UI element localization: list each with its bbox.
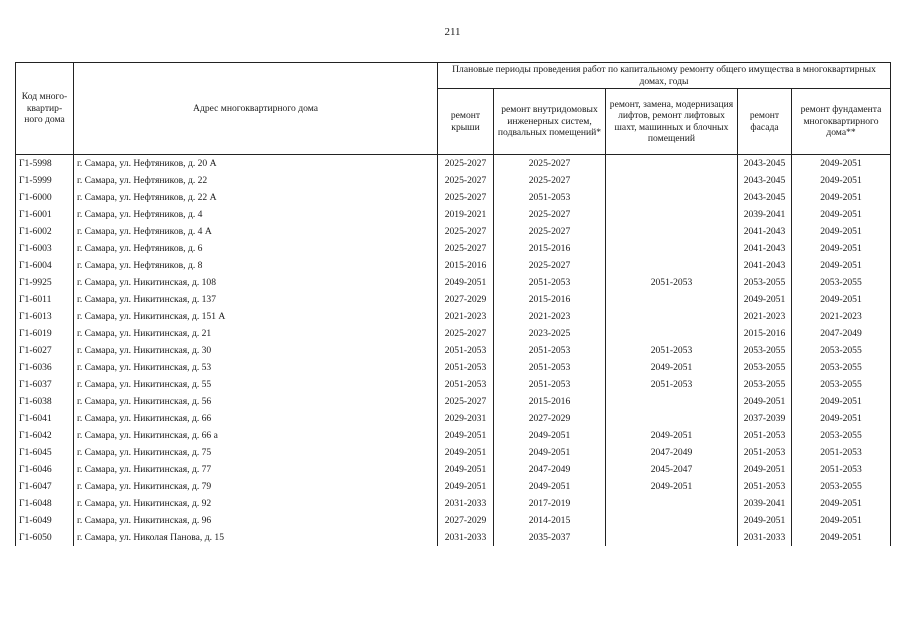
cell-foundation: 2049-2051 xyxy=(792,512,891,529)
cell-elevators: 2047-2049 xyxy=(606,444,738,461)
table-header xyxy=(16,63,891,155)
cell-foundation: 2049-2051 xyxy=(792,223,891,240)
cell-systems: 2014-2015 xyxy=(494,512,606,529)
cell-facade: 2051-2053 xyxy=(738,427,792,444)
cell-elevators xyxy=(606,512,738,529)
cell-roof: 2049-2051 xyxy=(438,427,494,444)
cell-facade: 2039-2041 xyxy=(738,495,792,512)
cell-address: г. Самара, ул. Никитинская, д. 151 А xyxy=(74,308,438,325)
cell-systems: 2047-2049 xyxy=(494,461,606,478)
cell-elevators: 2051-2053 xyxy=(606,274,738,291)
cell-facade: 2041-2043 xyxy=(738,240,792,257)
cell-elevators xyxy=(606,206,738,223)
cell-code: Г1-6003 xyxy=(16,240,74,257)
table-row xyxy=(16,393,891,410)
table-row xyxy=(16,257,891,274)
cell-facade: 2031-2033 xyxy=(738,529,792,546)
cell-systems: 2025-2027 xyxy=(494,172,606,189)
cell-foundation: 2053-2055 xyxy=(792,274,891,291)
cell-systems: 2025-2027 xyxy=(494,206,606,223)
cell-foundation: 2049-2051 xyxy=(792,495,891,512)
cell-facade: 2049-2051 xyxy=(738,461,792,478)
cell-roof: 2051-2053 xyxy=(438,359,494,376)
cell-elevators xyxy=(606,223,738,240)
cell-systems: 2051-2053 xyxy=(494,359,606,376)
cell-systems: 2017-2019 xyxy=(494,495,606,512)
cell-code: Г1-5999 xyxy=(16,172,74,189)
cell-systems: 2035-2037 xyxy=(494,529,606,546)
cell-elevators xyxy=(606,393,738,410)
cell-roof: 2031-2033 xyxy=(438,529,494,546)
table-row xyxy=(16,461,891,478)
cell-roof: 2049-2051 xyxy=(438,274,494,291)
table-row xyxy=(16,529,891,546)
cell-roof: 2027-2029 xyxy=(438,512,494,529)
cell-foundation: 2053-2055 xyxy=(792,478,891,495)
cell-address: г. Самара, ул. Никитинская, д. 79 xyxy=(74,478,438,495)
table-row xyxy=(16,359,891,376)
cell-address: г. Самара, ул. Нефтяников, д. 22 xyxy=(74,172,438,189)
cell-foundation: 2047-2049 xyxy=(792,325,891,342)
cell-foundation: 2049-2051 xyxy=(792,257,891,274)
cell-roof: 2021-2023 xyxy=(438,308,494,325)
cell-facade: 2053-2055 xyxy=(738,376,792,393)
table-body xyxy=(16,155,891,547)
cell-address: г. Самара, ул. Никитинская, д. 66 а xyxy=(74,427,438,444)
table-row xyxy=(16,274,891,291)
cell-foundation: 2053-2055 xyxy=(792,342,891,359)
cell-facade: 2043-2045 xyxy=(738,189,792,206)
cell-systems: 2049-2051 xyxy=(494,478,606,495)
cell-roof: 2025-2027 xyxy=(438,189,494,206)
cell-systems: 2025-2027 xyxy=(494,223,606,240)
header-periods: Плановые периоды проведения работ по капитальному ремонту общего имущества в многоквартирных домах, годы xyxy=(438,63,891,89)
cell-roof: 2025-2027 xyxy=(438,223,494,240)
cell-address: г. Самара, ул. Никитинская, д. 96 xyxy=(74,512,438,529)
cell-code: Г1-6019 xyxy=(16,325,74,342)
cell-code: Г1-6001 xyxy=(16,206,74,223)
cell-roof: 2031-2033 xyxy=(438,495,494,512)
cell-foundation: 2051-2053 xyxy=(792,461,891,478)
cell-roof: 2051-2053 xyxy=(438,342,494,359)
cell-elevators xyxy=(606,325,738,342)
cell-elevators: 2049-2051 xyxy=(606,359,738,376)
cell-address: г. Самара, ул. Нефтяников, д. 22 А xyxy=(74,189,438,206)
cell-code: Г1-6038 xyxy=(16,393,74,410)
cell-facade: 2041-2043 xyxy=(738,223,792,240)
cell-foundation: 2049-2051 xyxy=(792,529,891,546)
table-row xyxy=(16,376,891,393)
cell-facade: 2039-2041 xyxy=(738,206,792,223)
cell-code: Г1-6045 xyxy=(16,444,74,461)
cell-address: г. Самара, ул. Никитинская, д. 75 xyxy=(74,444,438,461)
cell-roof: 2025-2027 xyxy=(438,240,494,257)
header-facade: ремонт фасада xyxy=(738,89,792,155)
cell-elevators: 2045-2047 xyxy=(606,461,738,478)
table-row xyxy=(16,512,891,529)
cell-facade: 2049-2051 xyxy=(738,393,792,410)
cell-foundation: 2051-2053 xyxy=(792,444,891,461)
page-number: 211 xyxy=(444,26,461,38)
cell-code: Г1-6049 xyxy=(16,512,74,529)
cell-facade: 2051-2053 xyxy=(738,444,792,461)
cell-foundation: 2049-2051 xyxy=(792,155,891,173)
cell-facade: 2037-2039 xyxy=(738,410,792,427)
cell-address: г. Самара, ул. Никитинская, д. 92 xyxy=(74,495,438,512)
cell-facade: 2051-2053 xyxy=(738,478,792,495)
cell-systems: 2023-2025 xyxy=(494,325,606,342)
table-row xyxy=(16,155,891,173)
cell-code: Г1-5998 xyxy=(16,155,74,173)
cell-systems: 2015-2016 xyxy=(494,393,606,410)
header-foundation: ремонт фундамента многоквартирного дома** xyxy=(792,89,891,155)
cell-systems: 2049-2051 xyxy=(494,444,606,461)
table-row xyxy=(16,427,891,444)
table-row xyxy=(16,308,891,325)
cell-foundation: 2049-2051 xyxy=(792,240,891,257)
cell-code: Г1-6036 xyxy=(16,359,74,376)
cell-roof: 2049-2051 xyxy=(438,478,494,495)
cell-elevators xyxy=(606,189,738,206)
table-row xyxy=(16,325,891,342)
cell-address: г. Самара, ул. Никитинская, д. 108 xyxy=(74,274,438,291)
cell-foundation: 2049-2051 xyxy=(792,206,891,223)
cell-facade: 2021-2023 xyxy=(738,308,792,325)
header-code: Код много-квартир-ного дома xyxy=(16,63,74,155)
cell-roof: 2029-2031 xyxy=(438,410,494,427)
cell-elevators: 2049-2051 xyxy=(606,478,738,495)
cell-roof: 2051-2053 xyxy=(438,376,494,393)
cell-foundation: 2053-2055 xyxy=(792,427,891,444)
cell-elevators: 2051-2053 xyxy=(606,342,738,359)
table-row xyxy=(16,478,891,495)
cell-elevators xyxy=(606,495,738,512)
cell-code: Г1-9925 xyxy=(16,274,74,291)
header-address: Адрес многоквартирного дома xyxy=(74,63,438,155)
cell-elevators xyxy=(606,291,738,308)
cell-foundation: 2049-2051 xyxy=(792,189,891,206)
cell-roof: 2019-2021 xyxy=(438,206,494,223)
cell-elevators: 2051-2053 xyxy=(606,376,738,393)
cell-systems: 2051-2053 xyxy=(494,342,606,359)
cell-foundation: 2049-2051 xyxy=(792,291,891,308)
cell-facade: 2053-2055 xyxy=(738,342,792,359)
cell-address: г. Самара, ул. Николая Панова, д. 15 xyxy=(74,529,438,546)
cell-foundation: 2021-2023 xyxy=(792,308,891,325)
cell-address: г. Самара, ул. Нефтяников, д. 4 xyxy=(74,206,438,223)
cell-roof: 2025-2027 xyxy=(438,172,494,189)
cell-foundation: 2049-2051 xyxy=(792,172,891,189)
cell-address: г. Самара, ул. Нефтяников, д. 8 xyxy=(74,257,438,274)
table-row xyxy=(16,240,891,257)
cell-code: Г1-6041 xyxy=(16,410,74,427)
table-row xyxy=(16,291,891,308)
cell-elevators xyxy=(606,240,738,257)
cell-roof: 2049-2051 xyxy=(438,461,494,478)
cell-elevators xyxy=(606,410,738,427)
table-row xyxy=(16,444,891,461)
cell-roof: 2025-2027 xyxy=(438,393,494,410)
header-elevators: ремонт, замена, модернизация лифтов, ремонт лифтовых шахт, машинных и блочных помещений xyxy=(606,89,738,155)
cell-code: Г1-6042 xyxy=(16,427,74,444)
header-systems: ремонт внутридомовых инженерных систем, подвальных помещений* xyxy=(494,89,606,155)
cell-facade: 2053-2055 xyxy=(738,274,792,291)
table-row xyxy=(16,342,891,359)
cell-foundation: 2053-2055 xyxy=(792,376,891,393)
cell-address: г. Самара, ул. Никитинская, д. 55 xyxy=(74,376,438,393)
cell-foundation: 2049-2051 xyxy=(792,410,891,427)
cell-facade: 2049-2051 xyxy=(738,291,792,308)
table-row xyxy=(16,172,891,189)
cell-address: г. Самара, ул. Никитинская, д. 66 xyxy=(74,410,438,427)
cell-facade: 2043-2045 xyxy=(738,155,792,173)
cell-address: г. Самара, ул. Никитинская, д. 77 xyxy=(74,461,438,478)
cell-roof: 2049-2051 xyxy=(438,444,494,461)
cell-systems: 2051-2053 xyxy=(494,376,606,393)
cell-code: Г1-6013 xyxy=(16,308,74,325)
cell-systems: 2015-2016 xyxy=(494,291,606,308)
header-roof: ремонт крыши xyxy=(438,89,494,155)
cell-address: г. Самара, ул. Никитинская, д. 21 xyxy=(74,325,438,342)
cell-systems: 2027-2029 xyxy=(494,410,606,427)
cell-address: г. Самара, ул. Нефтяников, д. 6 xyxy=(74,240,438,257)
cell-roof: 2025-2027 xyxy=(438,325,494,342)
cell-code: Г1-6011 xyxy=(16,291,74,308)
table-row xyxy=(16,223,891,240)
cell-code: Г1-6004 xyxy=(16,257,74,274)
cell-code: Г1-6048 xyxy=(16,495,74,512)
cell-systems: 2021-2023 xyxy=(494,308,606,325)
table-row xyxy=(16,495,891,512)
cell-facade: 2041-2043 xyxy=(738,257,792,274)
cell-address: г. Самара, ул. Нефтяников, д. 4 А xyxy=(74,223,438,240)
cell-roof: 2027-2029 xyxy=(438,291,494,308)
cell-elevators xyxy=(606,155,738,173)
cell-address: г. Самара, ул. Никитинская, д. 30 xyxy=(74,342,438,359)
cell-systems: 2025-2027 xyxy=(494,155,606,173)
cell-code: Г1-6027 xyxy=(16,342,74,359)
cell-code: Г1-6000 xyxy=(16,189,74,206)
cell-elevators xyxy=(606,308,738,325)
cell-elevators xyxy=(606,172,738,189)
cell-address: г. Самара, ул. Никитинская, д. 56 xyxy=(74,393,438,410)
cell-code: Г1-6046 xyxy=(16,461,74,478)
cell-systems: 2025-2027 xyxy=(494,257,606,274)
cell-elevators xyxy=(606,529,738,546)
cell-facade: 2015-2016 xyxy=(738,325,792,342)
cell-facade: 2043-2045 xyxy=(738,172,792,189)
cell-code: Г1-6037 xyxy=(16,376,74,393)
cell-address: г. Самара, ул. Нефтяников, д. 20 А xyxy=(74,155,438,173)
table-row xyxy=(16,189,891,206)
table-row xyxy=(16,410,891,427)
cell-foundation: 2049-2051 xyxy=(792,393,891,410)
cell-code: Г1-6002 xyxy=(16,223,74,240)
cell-code: Г1-6047 xyxy=(16,478,74,495)
cell-roof: 2015-2016 xyxy=(438,257,494,274)
cell-systems: 2051-2053 xyxy=(494,274,606,291)
cell-address: г. Самара, ул. Никитинская, д. 137 xyxy=(74,291,438,308)
table-row xyxy=(16,206,891,223)
cell-facade: 2049-2051 xyxy=(738,512,792,529)
cell-address: г. Самара, ул. Никитинская, д. 53 xyxy=(74,359,438,376)
cell-elevators: 2049-2051 xyxy=(606,427,738,444)
cell-systems: 2051-2053 xyxy=(494,189,606,206)
cell-systems: 2015-2016 xyxy=(494,240,606,257)
cell-elevators xyxy=(606,257,738,274)
cell-foundation: 2053-2055 xyxy=(792,359,891,376)
cell-facade: 2053-2055 xyxy=(738,359,792,376)
cell-code: Г1-6050 xyxy=(16,529,74,546)
cell-roof: 2025-2027 xyxy=(438,155,494,173)
cell-systems: 2049-2051 xyxy=(494,427,606,444)
capital-repair-table xyxy=(15,62,891,546)
